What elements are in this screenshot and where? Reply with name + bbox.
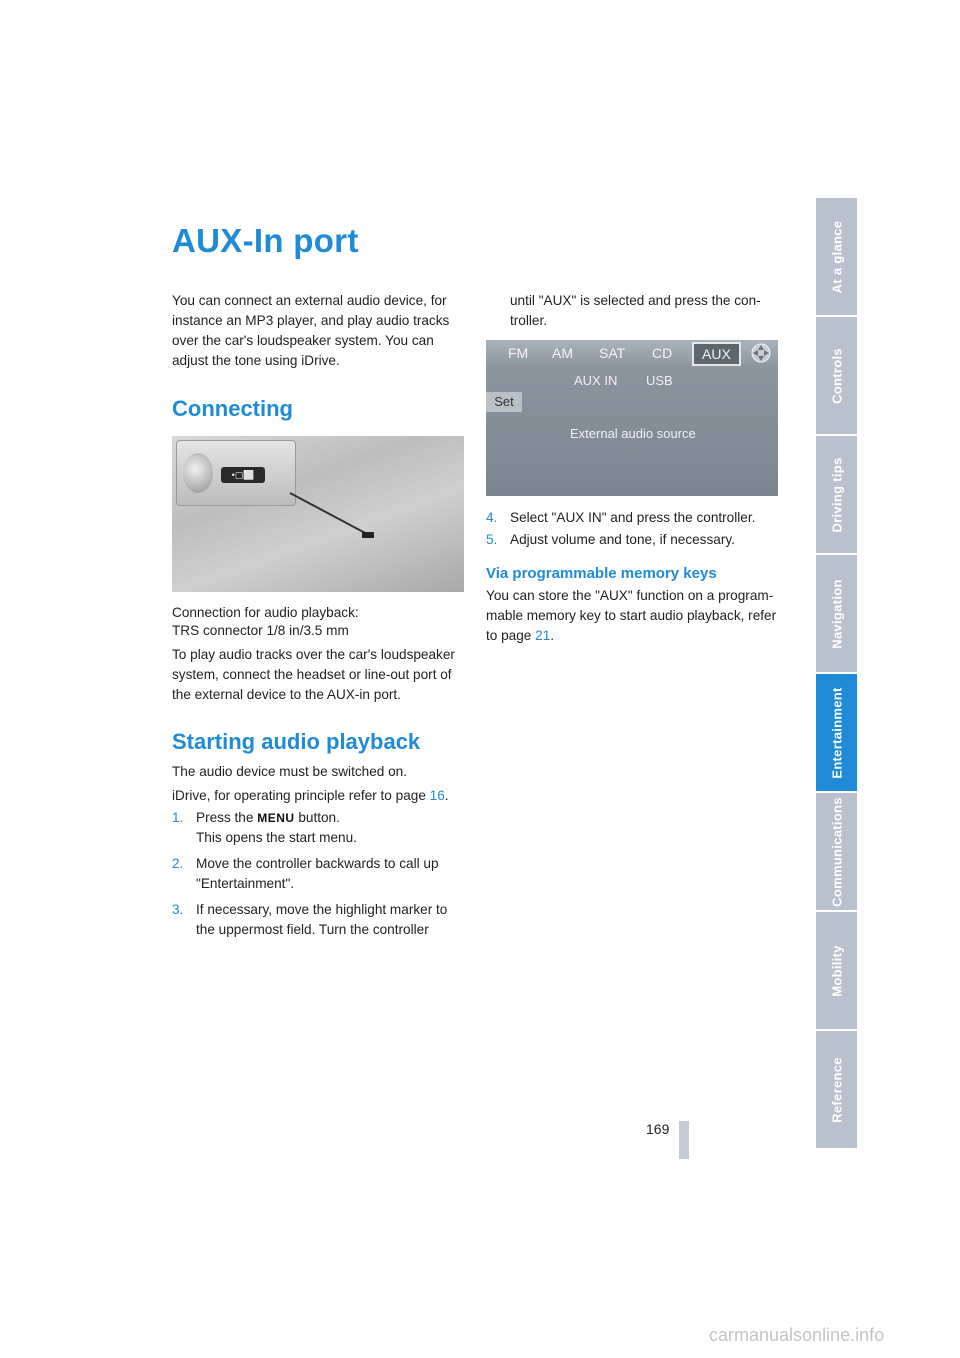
sidebar-item-reference[interactable] <box>816 1031 857 1150</box>
starting-heading: Starting audio playback <box>172 729 421 754</box>
step-number: 4. <box>486 510 498 525</box>
screen-tab-aux: AUX <box>692 342 741 366</box>
sidebar-item-label: Reference <box>829 1056 844 1123</box>
step-number: 3. <box>172 902 184 917</box>
sidebar-item-navigation[interactable] <box>816 555 857 674</box>
page-number: 169 <box>646 1121 670 1137</box>
aux-port-label: •▢⬜ <box>221 467 265 483</box>
sidebar-item-label: At a glance <box>829 220 844 293</box>
step-text: Move the controller backwards to call up "Entertainment". <box>196 856 439 891</box>
idrive-screen <box>486 340 778 496</box>
sidebar-item-label: Driving tips <box>829 456 844 533</box>
screen-tab-fm: FM <box>508 345 529 361</box>
screen-tab-cd: CD <box>652 345 673 361</box>
sidebar-item-communications[interactable] <box>816 793 857 912</box>
step-item <box>172 808 466 848</box>
screen-tab-sat: SAT <box>599 345 626 361</box>
step-item <box>172 900 466 940</box>
caption-line-2: TRS connector 1/8 in/3.5 mm <box>172 623 349 638</box>
starting-p2-suffix: . <box>444 788 449 803</box>
aux-port-inset <box>176 440 296 506</box>
sidebar-item-label: Controls <box>829 347 844 404</box>
sidebar-item-label: Entertainment <box>829 686 844 779</box>
step-text: Press the <box>196 810 258 825</box>
step3-continuation: until "AUX" is selected and press the con-troller. <box>510 293 761 328</box>
connecting-heading: Connecting <box>172 396 293 421</box>
screen-external-source: External audio source <box>570 426 696 441</box>
memory-body-suffix: . <box>550 628 555 643</box>
sidebar-item-label: Communications <box>829 796 844 907</box>
sidebar-item-controls[interactable] <box>816 317 857 436</box>
starting-p1: The audio device must be switched on. <box>172 764 408 779</box>
knob-icon <box>183 453 213 493</box>
memory-body-prefix: You can store the "AUX" function on a program-mable memory key to start audio playback, refer to page <box>486 588 777 643</box>
sidebar-item-label: Mobility <box>829 944 844 997</box>
memory-keys-heading: Via programmable memory keys <box>486 565 717 582</box>
step-text: Adjust volume and tone, if necessary. <box>510 532 735 547</box>
controller-icon <box>750 342 772 364</box>
starting-p2 <box>172 786 464 806</box>
sidebar-item-entertainment[interactable] <box>816 674 857 793</box>
step-number: 2. <box>172 856 184 871</box>
page-number-bar <box>679 1121 689 1159</box>
step-text: If necessary, move the highlight marker to the uppermost field. Turn the controller <box>196 902 448 937</box>
step-text: This opens the start menu. <box>196 830 357 845</box>
connecting-body: To play audio tracks over the car's loudspeaker system, connect the headset or line-out port of the external device to the AUX-in port. <box>172 647 455 702</box>
screen-tab-am: AM <box>552 345 573 361</box>
sidebar-item-label: Navigation <box>829 578 844 649</box>
step-text: Select "AUX IN" and press the controller. <box>510 510 756 525</box>
memory-keys-body <box>486 586 780 646</box>
caption-line-1: Connection for audio playback: <box>172 605 359 620</box>
watermark: carmanualsonline.info <box>709 1325 885 1345</box>
sidebar-item-driving-tips[interactable] <box>816 436 857 555</box>
starting-p2-prefix: iDrive, for operating principle refer to page <box>172 788 430 803</box>
section-index-sidebar <box>816 198 857 1150</box>
step-text: button. <box>294 810 340 825</box>
page-link-21[interactable]: 21 <box>535 628 551 643</box>
screen-set-button: Set <box>486 392 522 412</box>
pointer-line <box>290 492 370 536</box>
step-number: 5. <box>486 532 498 547</box>
sidebar-item-mobility[interactable] <box>816 912 857 1031</box>
step-item <box>486 508 780 528</box>
step-item <box>486 530 780 550</box>
page-link-16[interactable]: 16 <box>429 788 445 803</box>
sidebar-item-at-a-glance[interactable] <box>816 198 857 317</box>
steps-list-continued <box>486 508 780 556</box>
step-number: 1. <box>172 810 184 825</box>
page-title: AUX-In port <box>172 222 359 259</box>
screen-usb: USB <box>646 373 673 388</box>
aux-port-photo <box>172 436 464 592</box>
screen-aux-in: AUX IN <box>574 373 618 388</box>
steps-list <box>172 808 466 946</box>
intro-paragraph: You can connect an external audio device, for instance an MP3 player, and play audio tracks over the car's loudspeaker system. You can adjust the tone using iDrive. <box>172 293 450 368</box>
menu-key-icon: MENU <box>257 811 295 825</box>
step-item <box>172 854 466 894</box>
aux-jack <box>362 532 374 538</box>
